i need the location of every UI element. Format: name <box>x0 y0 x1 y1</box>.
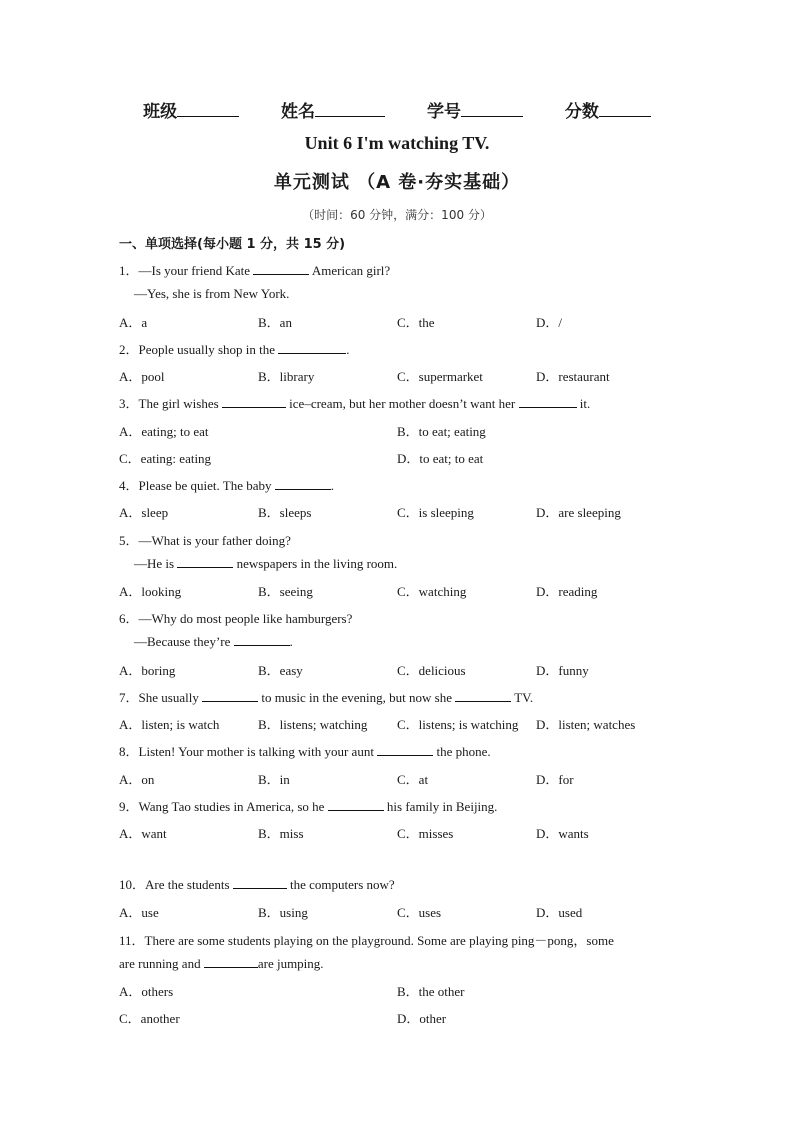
question-2-option-d: D．restaurant <box>536 369 610 384</box>
question-7-option-d: D．listen; watches <box>536 717 636 732</box>
score-field <box>565 97 651 122</box>
question-text: newspapers in the living room. <box>233 556 398 571</box>
question-7-line-1 <box>119 687 533 706</box>
question-text: American girl? <box>309 263 391 278</box>
class-blank <box>177 102 239 117</box>
question-8-option-d: D．for <box>536 772 574 787</box>
answer-blank <box>253 263 309 275</box>
question-11-option-c: C．another <box>119 1011 180 1026</box>
question-9-option-d: D．wants <box>536 826 589 841</box>
class-field <box>143 97 239 122</box>
question-10-option-c: C．uses <box>397 905 442 920</box>
name-label: 姓名 <box>281 102 316 122</box>
question-number: 4． <box>119 478 139 493</box>
question-text: to music in the evening, but now she <box>258 690 456 705</box>
question-4-option-c: C．is sleeping <box>397 505 474 520</box>
question-text: TV. <box>511 690 534 705</box>
question-6-line-2 <box>134 634 293 650</box>
question-9-line-1 <box>119 796 497 815</box>
student-id-field <box>427 97 523 122</box>
class-label: 班级 <box>143 102 178 122</box>
question-6-option-a: A．boring <box>119 663 176 678</box>
question-5-option-b: B．seeing <box>258 584 313 599</box>
answer-blank <box>222 396 286 408</box>
question-text: Are the students <box>145 877 233 892</box>
question-text: —Is your friend Kate <box>138 263 254 278</box>
name-field <box>281 97 385 122</box>
question-2-line-1 <box>119 339 350 358</box>
question-number: 6． <box>119 611 139 626</box>
question-1-line-1 <box>119 260 390 279</box>
question-10-line-1 <box>119 874 395 893</box>
answer-blank <box>234 634 290 646</box>
question-5-option-d: D．reading <box>536 584 598 599</box>
question-text: She usually <box>138 690 203 705</box>
unit-title: Unit 6 I'm watching TV. <box>304 133 490 153</box>
score-label: 分数 <box>564 102 599 122</box>
question-text: . <box>289 634 293 649</box>
question-7-option-a: A．listen; is watch <box>119 717 220 732</box>
question-11-option-b: B．the other <box>397 984 465 999</box>
question-text: . <box>330 478 334 493</box>
test-subtitle: 单元测试 （A 卷·夯实基础） <box>273 172 521 193</box>
question-3-option-d: D．to eat; to eat <box>397 451 484 466</box>
question-1-option-d: D．/ <box>536 315 563 330</box>
question-number: 11． <box>119 933 145 948</box>
question-number: 1． <box>119 263 139 278</box>
question-text: the computers now? <box>286 877 395 892</box>
question-11-line-2 <box>119 956 324 972</box>
question-4-option-d: D．are sleeping <box>536 505 621 520</box>
question-4-line-1 <box>119 475 334 494</box>
question-6-option-c: C．delicious <box>397 663 466 678</box>
question-number: 8． <box>119 744 139 759</box>
question-5-line-1 <box>119 530 291 549</box>
question-text: Please be quiet. The baby <box>138 478 275 493</box>
question-text: are running and <box>119 956 204 971</box>
question-5-line-2 <box>134 556 397 572</box>
question-text: There are some students playing on the playground. Some are playing ping－pong，some <box>144 933 614 948</box>
question-3-line-1 <box>119 393 590 412</box>
question-text: . <box>346 342 350 357</box>
answer-blank <box>275 478 331 490</box>
question-10-option-a: A．use <box>119 905 159 920</box>
question-number: 9． <box>119 799 139 814</box>
question-3-option-a: A．eating; to eat <box>119 424 209 439</box>
question-11-line-1 <box>119 930 614 949</box>
question-6-line-1 <box>119 608 352 627</box>
question-2-option-a: A．pool <box>119 369 165 384</box>
question-text: People usually shop in the <box>138 342 279 357</box>
question-text: the phone. <box>433 744 491 759</box>
question-number: 7． <box>119 690 139 705</box>
student-info-line <box>0 97 794 122</box>
question-text: ice–cream, but her mother doesn’t want her <box>285 396 519 411</box>
question-1-option-a: A．a <box>119 315 148 330</box>
question-8-line-1 <box>119 741 491 760</box>
question-3-option-c: C．eating: eating <box>119 451 212 466</box>
question-number: 3． <box>119 396 139 411</box>
question-6-option-d: D．funny <box>536 663 589 678</box>
answer-blank <box>202 690 258 702</box>
answer-blank <box>177 556 233 568</box>
question-text: —What is your father doing? <box>138 533 291 548</box>
question-text: are jumping. <box>257 956 324 971</box>
question-10-option-b: B．using <box>258 905 308 920</box>
question-5-option-a: A．looking <box>119 584 182 599</box>
question-text: —Why do most people like hamburgers? <box>138 611 353 626</box>
question-text: —He is <box>134 556 178 571</box>
answer-blank <box>455 690 511 702</box>
question-11-option-d: D．other <box>397 1011 447 1026</box>
question-number: 10． <box>119 877 146 892</box>
question-text: it. <box>576 396 591 411</box>
question-number: 5． <box>119 533 139 548</box>
question-text: —Yes, she is from New York. <box>134 286 290 301</box>
question-text: his family in Beijing. <box>383 799 498 814</box>
name-blank <box>315 102 385 117</box>
answer-blank <box>204 956 258 968</box>
question-10-option-d: D．used <box>536 905 583 920</box>
answer-blank <box>377 744 433 756</box>
question-text: —Because they’re <box>134 634 234 649</box>
question-9-option-c: C．misses <box>397 826 454 841</box>
question-3-option-b: B．to eat; eating <box>397 424 486 439</box>
question-8-option-a: A．on <box>119 772 155 787</box>
student-id-label: 学号 <box>426 102 461 122</box>
question-4-option-a: A．sleep <box>119 505 169 520</box>
answer-blank <box>233 877 287 889</box>
question-7-option-c: C．listens; is watching <box>397 717 519 732</box>
student-id-blank <box>461 102 523 117</box>
question-8-option-b: B．in <box>258 772 290 787</box>
question-5-option-c: C．watching <box>397 584 467 599</box>
question-1-option-c: C．the <box>397 315 435 330</box>
question-2-option-c: C．supermarket <box>397 369 483 384</box>
question-7-option-b: B．listens; watching <box>258 717 368 732</box>
answer-blank <box>278 342 346 354</box>
question-6-option-b: B．easy <box>258 663 303 678</box>
question-8-option-c: C．at <box>397 772 429 787</box>
question-1-line-2 <box>134 286 289 302</box>
question-text: Listen! Your mother is talking with your aunt <box>138 744 378 759</box>
section-heading: 一、单项选择(每小题 1 分，共 15 分) <box>119 237 346 252</box>
question-text: The girl wishes <box>138 396 222 411</box>
question-9-option-a: A．want <box>119 826 167 841</box>
time-info: （时间：60 分钟，满分：100 分） <box>302 208 492 222</box>
answer-blank <box>519 396 577 408</box>
question-1-option-b: B．an <box>258 315 292 330</box>
question-4-option-b: B．sleeps <box>258 505 312 520</box>
question-11-option-a: A．others <box>119 984 174 999</box>
answer-blank <box>328 799 384 811</box>
question-text: Wang Tao studies in America, so he <box>138 799 328 814</box>
question-9-option-b: B．miss <box>258 826 304 841</box>
score-blank <box>599 102 651 117</box>
question-number: 2． <box>119 342 139 357</box>
question-2-option-b: B．library <box>258 369 315 384</box>
